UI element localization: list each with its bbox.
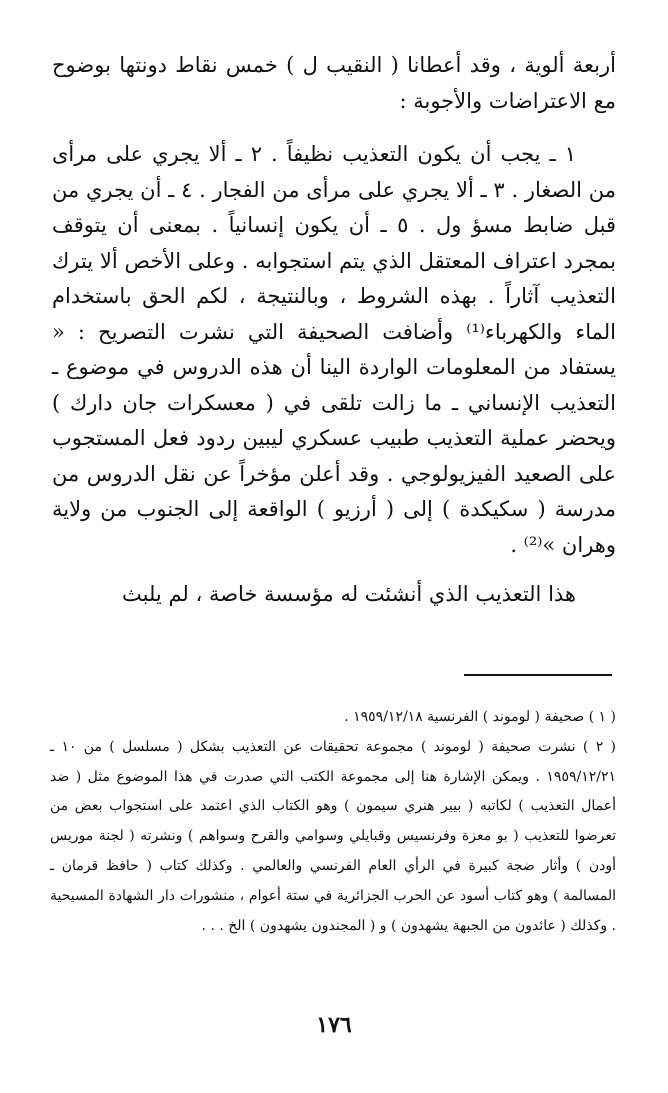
paragraph-2: ١ ـ يجب أن يكون التعذيب نظيفاً . ٢ ـ ألا يجري على مرأى من الصغار . ٣ ـ ألا يجري على مرأى من الفجار . ٤ ـ أن يجري من قبل ضابط مسؤ ول . ٥ ـ أن يكون إنسانياً . بمعنى أن يتوقف بمجرد اعتراف المعتقل الذي يتم استجوابه . وعلى الأخص ألا يترك التعذيب آثاراً . بهذه الشروط ، وبالنتيجة ، لكم الحق باستخدام الماء والكهرباء⁽¹⁾ وأضافت الصحيفة التي نشرت التصريح : « يستفاد من المعلومات الواردة الينا أن هذه الدروس في موضوع ـ التعذيب الإنساني ـ ما زالت تلقى في ( معسكرات جان دارك ) ويحضر عملية التعذيب طبيب عسكري ليبين ردود فعل المستجوب على الصعيد الفيزيولوجي . وقد أعلن مؤخراً عن نقل الدروس من مدرسة ( سكيكدة ) إلى ( أرزيو ) الواقعة إلى الجنوب من ولاية وهران »⁽²⁾ .: [52, 142, 616, 557]
footnote-divider: [464, 674, 612, 676]
footnote-1: ( ١ ) صحيفة ( لوموند ) الفرنسية ١٩٥٩/١٢/١٨ .: [344, 709, 616, 725]
footnotes: [50, 703, 616, 941]
page-number: ١٧٦: [316, 1012, 352, 1038]
paragraph-3: هذا التعذيب الذي أنشئت له مؤسسة خاصة ، لم يلبث: [122, 582, 576, 606]
footnote-2: ( ٢ ) نشرت صحيفة ( لوموند ) مجموعة تحقيقات عن التعذيب بشكل ( مسلسل ) من ١٠ ـ ١٩٥٩/١٢/٢١ . ويمكن الإشارة هنا إلى مجموعة الكتب التي صدرت في هذا الموضوع مثل ( ضد أعمال التعذيب ) لكاتبه ( بيير هنري سيمون ) وهو الكتاب الذي اعتمد على استجواب بعض من تعرضوا للتعذيب ( بو معزة وفرنسيس وقبايلي وسوامي والقرح وسواهم ) ونشرته ( لجنة موريس أودن ) وأثار ضجة كبيرة في الرأي العام الفرنسي والعالمي . وكذلك كتاب ( حافظ قرمان ـ المسالمة ) وهو كتاب أسود عن الحرب الجزائرية في ستة أعوام ، منشورات دار الشهادة المسيحية . وكذلك ( عائدون من الجبهة يشهدون ) و ( المجندون يشهدون ) الخ . . .: [50, 738, 617, 934]
main-text: [52, 48, 616, 613]
paragraph-1: أربعة ألوية ، وقد أعطانا ( النقيب ل ) خمس نقاط دونتها بوضوح مع الاعتراضات والأجوبة :: [52, 53, 616, 113]
